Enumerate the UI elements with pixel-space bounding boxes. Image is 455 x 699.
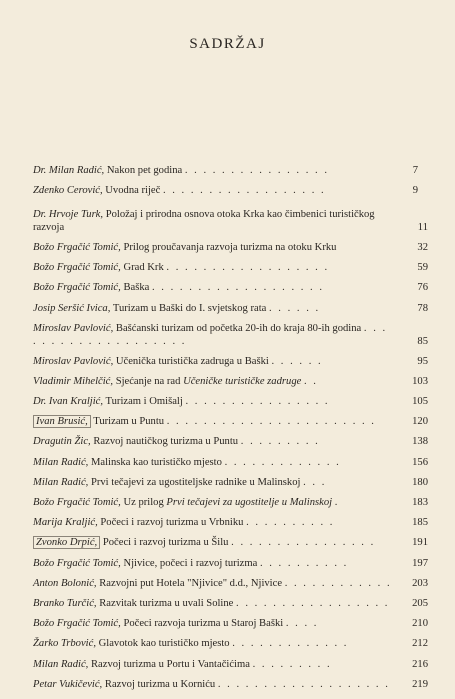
- toc-entry-text: [33, 282, 324, 293]
- toc-title: Uz prilog: [123, 497, 164, 509]
- toc-leader-dots: . . . . . . . . . . . . . . . .: [185, 396, 330, 408]
- toc-page-number: 210: [412, 618, 428, 630]
- toc-author: Milan Radić,: [33, 456, 89, 468]
- toc-title: Nakon pet godina: [106, 165, 183, 176]
- toc-entry-text: [33, 457, 341, 468]
- toc-entry: [33, 262, 428, 275]
- toc-page-number: 9: [412, 185, 418, 197]
- toc-leader-dots: . . . . . . . . . .: [246, 517, 335, 529]
- toc-page-number: 205: [412, 597, 428, 609]
- toc-title: Turizam i Omišalj: [105, 396, 183, 408]
- toc-leader-dots: . . . . . . . . . . . . . . . . . . . . . . .: [166, 416, 376, 428]
- toc-page-number: 203: [412, 577, 428, 589]
- toc-entry: [33, 376, 428, 389]
- toc-author: Zdenko Cerović,: [33, 185, 103, 197]
- toc-author: Božo Frgačić Tomić,: [33, 241, 121, 253]
- toc-entry-text: [33, 536, 375, 549]
- toc-entry-text: [33, 262, 329, 273]
- toc-page-number: 32: [417, 241, 428, 253]
- toc-author: Josip Seršić Ivica,: [33, 302, 111, 314]
- toc-entry: [33, 517, 428, 530]
- page-title: SADRŽAJ: [189, 36, 266, 52]
- toc-title: Počeci razvoja turizma u Staroj Baški: [123, 618, 284, 630]
- toc-entry-text: [33, 638, 348, 649]
- toc-entry-text: [33, 323, 387, 347]
- toc-title: Položaj i prirodna osnova otoka Krka kao čimbenici turističkog razvoja: [33, 208, 375, 233]
- toc-author: Miroslav Pavlović,: [33, 322, 114, 334]
- toc-entry-text: [33, 497, 339, 508]
- toc-leader-dots: . . . . . . . . .: [240, 436, 320, 448]
- toc-author: Petar Vukičević,: [33, 678, 103, 690]
- toc-entry: [33, 209, 428, 235]
- toc-entry: [33, 638, 428, 651]
- toc-entry-text: [33, 376, 318, 387]
- toc-entry-text: [33, 165, 329, 176]
- toc-entry: [33, 242, 428, 255]
- toc-entry: [33, 303, 428, 316]
- toc-entry: [33, 618, 428, 631]
- toc-page-number: 212: [412, 638, 428, 650]
- toc-author: Miroslav Pavlović,: [33, 355, 114, 367]
- toc-author: Božo Frgačić Tomić,: [33, 262, 121, 274]
- toc-leader-dots: . . . . . . . . . . . . . . . . . .: [166, 262, 330, 274]
- toc-leader-dots: . . . . . . . . .: [252, 658, 332, 670]
- toc-entry: [33, 323, 428, 349]
- toc-author: Vladimir Mihelčić,: [33, 375, 114, 387]
- toc-author: Marija Kraljić,: [33, 517, 98, 529]
- toc-author: Božo Frgačić Tomić,: [33, 557, 121, 569]
- toc-page-number: 138: [412, 436, 428, 448]
- toc-page-number: 11: [417, 221, 428, 233]
- toc-leader-dots: . . . . . .: [271, 355, 323, 367]
- toc-title: Sjećanje na rad: [115, 375, 181, 387]
- toc-entry-text: [33, 618, 318, 629]
- toc-title: Njivice, počeci i razvoj turizma: [123, 557, 258, 569]
- toc-page-number: 78: [417, 302, 428, 314]
- toc-page-number: 183: [412, 497, 428, 509]
- toc-page-number: 95: [417, 355, 428, 367]
- toc-title: Turizam u Puntu: [93, 416, 165, 428]
- toc-entry: [33, 659, 428, 672]
- toc-title: Glavotok kao turističko mjesto: [98, 638, 230, 650]
- toc-leader-dots: . . . . . . . . . .: [259, 557, 349, 569]
- toc-title: Počeci i razvoj turizma u Vrbniku: [100, 517, 244, 529]
- toc-entry-text: [33, 303, 320, 314]
- toc-author: Zvonko Drpić,: [33, 536, 100, 549]
- toc-leader-dots: . . . . . . . . . . . . . . . . .: [236, 597, 390, 609]
- toc-entry-text: [33, 242, 336, 253]
- toc-entry: [33, 356, 428, 369]
- toc-entry-text: [33, 209, 375, 233]
- toc-title: Prilog proučavanja razvoja turizma na otoku Krku: [123, 241, 337, 253]
- show-through-text: [225, 40, 440, 150]
- toc-entry: [33, 396, 428, 409]
- toc-leader-dots: .: [334, 497, 340, 509]
- toc-leader-dots: . . . . . . . . . . . . .: [224, 456, 341, 468]
- toc-entry: [33, 457, 428, 470]
- toc-entry-text: [33, 185, 326, 196]
- toc-author: Žarko Trbović,: [33, 638, 96, 650]
- toc-entry: [33, 598, 428, 611]
- toc-leader-dots: . . . . . . . . . . . . . . . . . .: [162, 185, 326, 197]
- toc-leader-dots: . .: [303, 375, 318, 387]
- toc-title: Prvi tečajevi za ugostiteljske radnike u Malinskoj: [90, 476, 301, 488]
- toc-leader-dots: . . . .: [285, 618, 319, 630]
- toc-author: Dragutin Žic,: [33, 436, 91, 448]
- toc-author: Dr. Ivan Kraljić,: [33, 396, 104, 408]
- toc-page-number: 219: [412, 678, 428, 690]
- toc-entry-text: [33, 679, 390, 690]
- toc-entry-text: [33, 436, 320, 447]
- toc-leader-dots: . . . . . . . . . . . .: [284, 577, 392, 589]
- toc-entry: [33, 578, 428, 591]
- toc-entry: [33, 282, 428, 295]
- toc-title: Malinska kao turističko mjesto: [90, 456, 222, 468]
- toc-page-number: 185: [412, 517, 428, 529]
- toc-entry: [33, 416, 428, 429]
- toc-page-number: 7: [412, 165, 418, 176]
- toc-page-number: 156: [412, 456, 428, 468]
- toc-entry: [33, 679, 428, 692]
- toc-entry-text: [33, 659, 332, 670]
- toc-author: Božo Frgačić Tomić,: [33, 618, 121, 630]
- toc-author: Anton Bolonić,: [33, 577, 97, 589]
- toc-author: Branko Turčić,: [33, 597, 97, 609]
- toc-title: Učenička turistička zadruga u Baški: [115, 355, 269, 367]
- toc-entry-text: [33, 598, 389, 609]
- toc-leader-dots: . . . . . . . . . . . . . . . . . . .: [152, 282, 324, 294]
- toc-entry: [33, 497, 428, 510]
- toc-title: Razvoj nautičkog turizma u Puntu: [93, 436, 239, 448]
- toc-entry-text: [33, 517, 334, 528]
- toc-entry-text: [33, 477, 326, 488]
- toc-title: Bašćanski turizam od početka 20-ih do kraja 80-ih godina: [115, 322, 362, 334]
- toc-page-number: 216: [412, 658, 428, 670]
- toc-title: Razvojni put Hotela "Njivice" d.d., Njivice: [99, 577, 283, 589]
- toc-page-number: 105: [412, 396, 428, 408]
- toc-author: Dr. Hrvoje Turk,: [33, 208, 104, 220]
- toc-page-number: 197: [412, 557, 428, 569]
- toc-page-number: 191: [412, 537, 428, 549]
- toc-entry-text: [33, 396, 330, 407]
- toc-leader-dots: . . . . . . . . . . . . . . . . . . .: [217, 678, 390, 690]
- toc-entry: [33, 477, 428, 490]
- toc-page-number: 85: [417, 335, 428, 347]
- toc-entry-text: [33, 415, 376, 428]
- toc-entry-text: [33, 558, 348, 569]
- toc-leader-dots: . . . . . . . . . . . . .: [232, 638, 349, 650]
- table-of-contents: [33, 165, 428, 699]
- toc-title: Počeci i razvoj turizma u Šilu: [102, 537, 229, 549]
- toc-title: Razvitak turizma u uvali Soline: [99, 597, 234, 609]
- toc-title: Baška: [123, 282, 150, 294]
- toc-author: Božo Frgačić Tomić,: [33, 497, 121, 509]
- toc-author: Dr. Milan Radić,: [33, 165, 105, 176]
- toc-leader-dots: . . . . . . . . . . . . . . . .: [231, 537, 376, 549]
- toc-leader-dots: . . . . . . . . . . . . . . . . . . . .: [33, 322, 388, 347]
- toc-entry: [33, 558, 428, 571]
- toc-entry-text: [33, 578, 392, 589]
- toc-page-number: 76: [417, 282, 428, 294]
- toc-entry: [33, 436, 428, 449]
- toc-author: Božo Frgačić Tomić,: [33, 282, 121, 294]
- toc-entry: [33, 165, 428, 178]
- toc-author: Milan Radić,: [33, 658, 89, 670]
- toc-page-number: 180: [412, 476, 428, 488]
- toc-author: Milan Radić,: [33, 476, 89, 488]
- toc-title-italic: Prvi tečajevi za ugostitelje u Malinskoj: [166, 497, 333, 509]
- toc-entry: [33, 537, 428, 550]
- toc-entry: [33, 185, 428, 198]
- toc-page-number: 120: [412, 416, 428, 428]
- toc-leader-dots: . . . . . . . . . . . . . . . .: [184, 165, 329, 176]
- toc-title: Uvodna riječ: [105, 185, 161, 197]
- toc-title: Razvoj turizma u Portu i Vantačićima: [90, 658, 250, 670]
- toc-entry-text: [33, 356, 323, 367]
- toc-title: Turizam u Baški do I. svjetskog rata: [112, 302, 267, 314]
- toc-page-number: 103: [412, 375, 428, 387]
- toc-author: Ivan Brusić,: [33, 415, 91, 428]
- toc-title: Grad Krk: [123, 262, 164, 274]
- toc-leader-dots: . . .: [303, 476, 327, 488]
- toc-title: Razvoj turizma u Korniću: [104, 678, 216, 690]
- toc-page-number: 59: [417, 262, 428, 274]
- toc-title-italic: Učeničke turističke zadruge: [183, 375, 302, 387]
- toc-leader-dots: . . . . . .: [269, 302, 321, 314]
